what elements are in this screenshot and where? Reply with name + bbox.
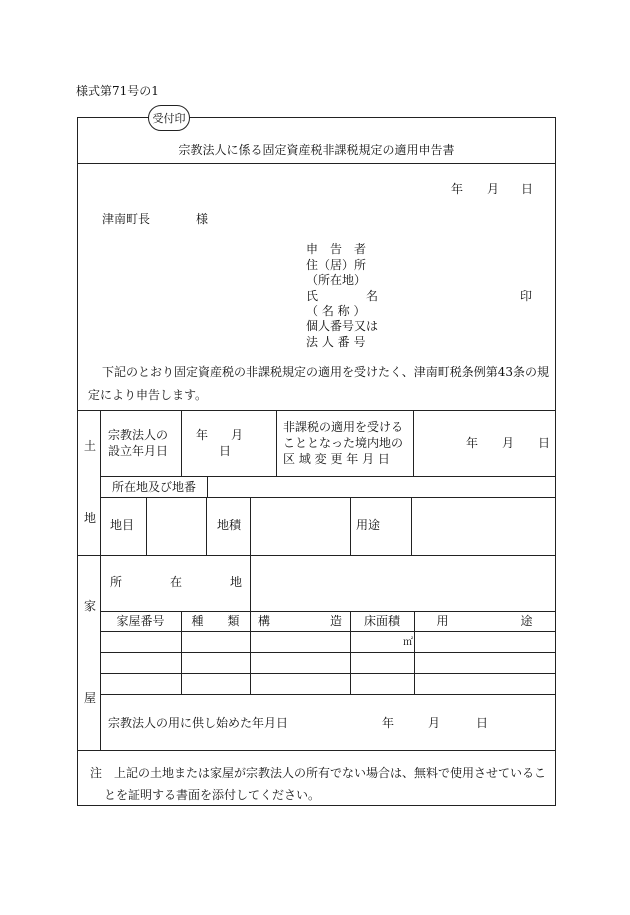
addressee-honorific: 様 [196,212,209,226]
reception-stamp [148,105,190,131]
house-col-number: 家屋番号 [116,614,165,628]
date-year: 年 [451,182,464,196]
declaration-line-2: 定により申告します。 [88,388,208,402]
change-label-1: 非課税の適用を受ける [283,420,404,434]
house-col-type: 種 類 [191,614,240,628]
note-line-1: 注 上記の土地または家屋が宗教法人の所有でない場合は、無料で使用させているこ [90,766,547,780]
date-month: 月 [487,182,500,196]
house-col-structure: 構 造 [257,614,342,628]
land-category-label: 地目 [110,518,135,532]
land-location-label: 所在地及び地番 [112,480,197,494]
stamp-label: 受付印 [152,112,186,125]
id-number-label-1: 個人番号又は [306,319,379,333]
change-month: 月 [502,436,515,450]
address-label: 住（居）所 [306,258,367,272]
declarant-label: 申 告 者 [306,242,367,256]
house-start-year: 年 [382,716,395,730]
change-year: 年 [466,436,479,450]
addressee-name: 津南町長 [102,212,151,226]
name-alt-label: （ 名 称 ） [306,304,366,318]
change-label-2: こととなった境内地の [283,436,404,450]
floor-area-unit: ㎡ [403,637,413,648]
land-area-label: 地積 [217,518,242,532]
land-use-label: 用途 [356,518,381,532]
established-year: 年 [196,428,209,442]
land-section-char-2: 地 [84,511,97,525]
house-start-day: 日 [476,716,489,730]
house-start-label: 宗教法人の用に供し始めた年月日 [108,716,289,730]
house-location-label: 所 在 地 [110,575,243,589]
declaration-line-1: 下記のとおり固定資産税の非課税規定の適用を受けたく、津南町税条例第43条の規 [102,365,550,379]
established-month: 月 [231,428,244,442]
land-section-char-1: 土 [84,439,97,453]
house-col-use: 用 途 [436,614,533,628]
form-title: 宗教法人に係る固定資産税非課税規定の適用申告書 [178,143,455,157]
form-number: 様式第71号の1 [76,84,159,98]
house-section-char-1: 家 [84,599,97,613]
location-label: （所在地） [306,273,367,287]
name-label: 氏 名 [306,289,379,303]
change-day: 日 [538,436,551,450]
house-section-char-2: 屋 [84,691,97,705]
id-number-label-2: 法 人 番 号 [306,335,366,349]
established-label-1: 宗教法人の [108,428,169,442]
seal-mark: 印 [520,289,533,303]
date-day: 日 [521,182,534,196]
change-label-3: 区 域 変 更 年 月 日 [283,452,390,466]
house-start-month: 月 [428,716,441,730]
note-line-2: とを証明する書面を添付してください。 [104,788,321,802]
established-day: 日 [219,444,232,458]
house-col-floor-area: 床面積 [363,614,400,628]
established-label-2: 設立年月日 [108,444,169,458]
